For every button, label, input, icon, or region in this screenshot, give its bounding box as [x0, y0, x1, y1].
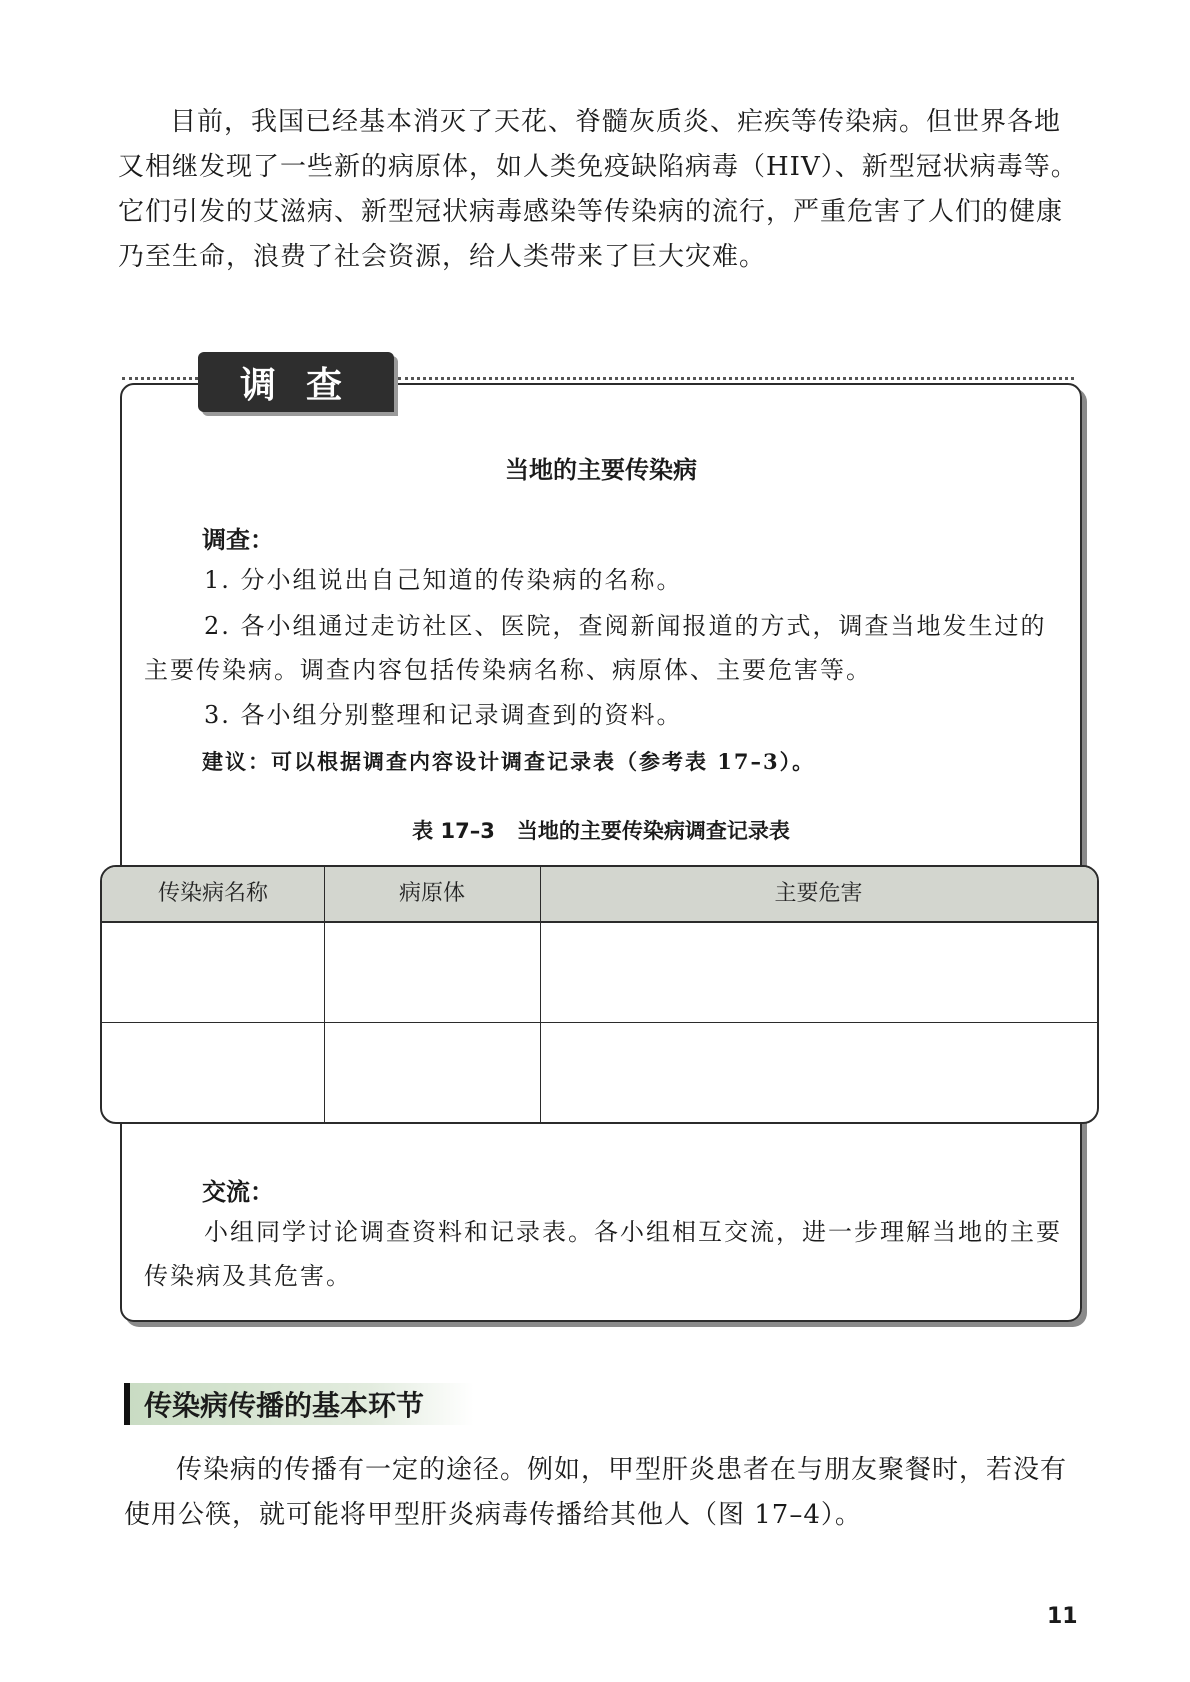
dotted-rule-left [122, 377, 198, 380]
survey-step-2: 2. 各小组通过走访社区、医院，查阅新闻报道的方式，调查当地发生过的主要传染病。调查内容包括传染病名称、病原体、主要危害等。 [144, 612, 1047, 684]
table-caption-title: 当地的主要传染病调查记录表 [516, 819, 790, 843]
header-pathogen: 病原体 [398, 881, 465, 906]
survey-step-3: 3. 各小组分别整理和记录调查到的资料。 [204, 701, 683, 729]
record-table [100, 865, 1099, 1124]
section-heading [124, 1383, 474, 1425]
table-caption [120, 815, 1082, 845]
header-disease-name: 传染病名称 [157, 881, 268, 906]
survey-step-1: 1. 分小组说出自己知道的传染病的名称。 [204, 566, 683, 594]
intro-paragraph: 目前，我国已经基本消灭了天花、脊髓灰质炎、疟疾等传染病。但世界各地又相继发现了一些新的病原体，如人类免疫缺陷病毒（HIV）、新型冠状病毒等。它们引发的艾滋病、新型冠状病毒感染等传染病的流行，严重危害了人们的健康乃至生命，浪费了社会资源，给人类带来了巨大灾难。 [118, 107, 1078, 272]
page-number: 11 [1047, 1604, 1078, 1629]
outro-paragraph: 传染病的传播有一定的途径。例如，甲型肝炎患者在与朋友聚餐时，若没有使用公筷，就可能将甲型肝炎病毒传播给其他人（图 17–4）。 [124, 1455, 1068, 1530]
dotted-rule-right [398, 377, 1074, 380]
table-row [102, 923, 1097, 1021]
section-heading-text: 传染病传播的基本环节 [144, 1389, 425, 1422]
survey-heading: 调查： [202, 526, 274, 554]
row-divider [102, 1022, 1097, 1023]
table-caption-number: 表 17–3 [412, 819, 495, 843]
table-row [102, 1024, 1097, 1120]
header-main-harm: 主要危害 [774, 881, 863, 906]
investigation-title: 当地的主要传染病 [505, 456, 697, 484]
suggestion-note: 建议：可以根据调查内容设计调查记录表（参考表 17–3）。 [202, 749, 816, 774]
investigation-label: 调查 [198, 352, 394, 412]
exchange-heading: 交流： [202, 1178, 274, 1206]
exchange-text: 小组同学讨论调查资料和记录表。各小组相互交流，进一步理解当地的主要传染病及其危害。 [144, 1218, 1062, 1290]
